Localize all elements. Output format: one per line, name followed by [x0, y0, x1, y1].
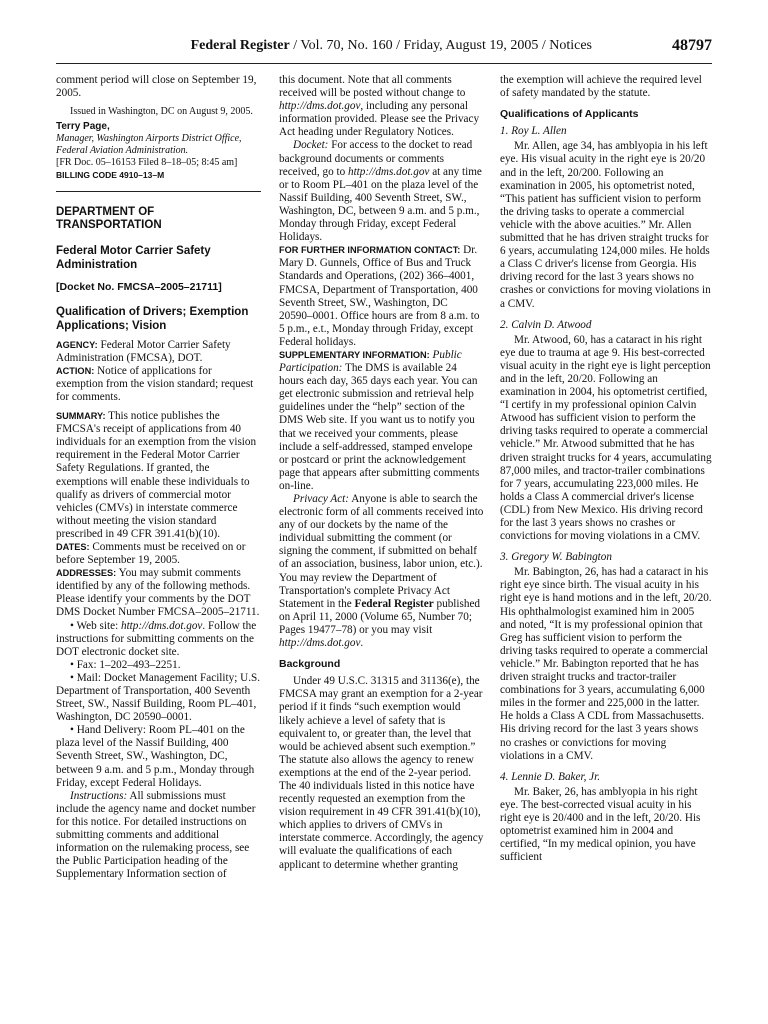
- posting-link[interactable]: http://dms.dot.gov: [279, 100, 361, 113]
- hand-delivery-item: • Hand Delivery: Room PL–401 on the plaza level of the Nassif Building, 400 Seventh Street, SW., Washington, DC, between 9 a.m. and 5 p.m., Monday through Friday, except Federal Holidays.: [56, 724, 255, 789]
- instructions-continued: [279, 74, 484, 139]
- mail-item: • Mail: Docket Management Facility; U.S. Department of Transportation, 400 Seventh Street, SW., Nassif Building, Room PL–401, Washington, DC 20590–0001.: [56, 671, 261, 724]
- notice-subject: Qualification of Drivers; Exemption Applications; Vision: [56, 305, 249, 332]
- applicant-4-name: 4. Lennie D. Baker, Jr.: [500, 770, 601, 783]
- instructions-label: Instructions:: [70, 789, 128, 802]
- qualifications-heading: Qualifications of Applicants: [500, 108, 639, 121]
- web-site-prefix: • Web site:: [70, 619, 121, 632]
- background-heading: Background: [279, 658, 341, 671]
- contact-text: Dr. Mary D. Gunnels, Office of Bus and Truck Standards and Operations, (202) 366–4001, FMCSA, Department of Transportation, 400 Seventh Street, SW., Washington, DC 20590–0001. Office hours are from 8 a.m. to 5 p.m., e.t., Monday through Friday, except Federal holidays.: [279, 244, 480, 348]
- applicant-1-text: Mr. Allen, age 34, has amblyopia in his left eye. His visual acuity in the right eye is 20/20 and in the left, 20/200. Following an examination in 2005, his optometrist noted, “This patient has sufficient vision to perform the driving tasks to operate a commercial vehicle with the above acuities.” Mr. Allen submitted that he has driven straight trucks for 6 years, accumulating 124,000 miles. He holds a Class C driver's license from Georgia. His driving record for the last 3 years shows no crashes or convictions for moving violations in a CMV.: [500, 140, 711, 310]
- column-2: [279, 74, 484, 872]
- docket-text: For access to the docket to read background documents or comments received, go to: [279, 139, 473, 178]
- addresses-label: ADDRESSES:: [56, 568, 117, 579]
- agency-heading: Federal Motor Carrier Safety Administration: [56, 245, 211, 272]
- continued-text: this document. Note that all comments received will be posted without change to: [279, 74, 466, 100]
- dates-paragraph: [56, 541, 261, 567]
- supplementary-label: SUPPLEMENTARY INFORMATION:: [279, 349, 430, 360]
- department-heading: DEPARTMENT OF TRANSPORTATION: [56, 206, 162, 232]
- applicant-1-name: 1. Roy L. Allen: [500, 125, 567, 138]
- docket-paragraph: [279, 139, 484, 244]
- privacy-act-label: Privacy Act:: [293, 493, 350, 505]
- running-header: [191, 38, 592, 54]
- summary-label: SUMMARY:: [56, 411, 106, 422]
- instructions-paragraph: [56, 790, 261, 882]
- agency-paragraph: [56, 339, 261, 365]
- column-3: [500, 74, 712, 864]
- docket-label: Docket:: [293, 139, 329, 152]
- summary-paragraph: [56, 410, 261, 541]
- supplementary-paragraph: [279, 349, 484, 493]
- public-participation-text: The DMS is available 24 hours each day, 365 days each year. You can get electronic submission and retrieval help guidelines under the “help” section of the DMS Web site. If you want us to notify you that we received your comments, please include a self-addressed, stamped envelope or postcard or print the acknowledgement page that appears after submitting comments on-line.: [279, 362, 480, 492]
- applicant-3-name: 3. Gregory W. Babington: [500, 551, 612, 564]
- federal-register-ref: Federal Register: [354, 597, 434, 610]
- contact-label: FOR FURTHER INFORMATION CONTACT:: [279, 245, 461, 256]
- continued-text-end: , including any personal information provided. Please see the Privacy Act heading under Regulatory Notices.: [279, 100, 480, 139]
- dates-label: DATES:: [56, 541, 90, 552]
- instructions-text: All submissions must include the agency name and docket number for this notice. For detailed instructions on submitting comments and additional information on the rulemaking process, see the Public Participation heading of the Supplementary Information section of: [56, 789, 256, 881]
- agency-label: AGENCY:: [56, 339, 98, 350]
- prev-notice-end: comment period will close on September 19, 2005.: [56, 74, 257, 100]
- docket-number: [Docket No. FMCSA–2005–21711]: [56, 281, 222, 294]
- applicant-3-text: Mr. Babington, 26, has had a cataract in his right eye since birth. The visual acuity in his right eye is hand motions and in the left, 20/20. His ophthalmologist examined him in 2005 and noted, “It is my professional opinion that Greg has sufficient vision to perform the driving tasks required to operate a commercial vehicle.” Mr. Babington reported that he has driven straight trucks and tractor-trailer combinations for 3 years, accumulating 6,000 miles in the former and 225,000 in the latter. He holds a Class A CDL from Massachusetts. His driving record for the last 3 years shows no crashes or convictions for moving violations in a CMV.: [500, 566, 712, 762]
- privacy-act-text-mid: published on April 11, 2000 (Volume 65, Number 70; Pages 19477–78) or you may visit: [279, 597, 481, 636]
- issue-details: / Vol. 70, No. 160 / Friday, August 19, 2005 / Notices: [289, 38, 592, 53]
- privacy-act-text: Anyone is able to search the electronic form of all comments received into any of our dockets by the name of the individual submitting the comment (or signing the comment, if submitted on behalf of an association, business, labor union, etc.). You may review the Department of Transportation's complete Privacy Act Statement in the: [279, 493, 484, 610]
- web-site-text: . Follow the instructions for submitting comments on the DOT electronic docket site.: [56, 619, 257, 658]
- page-number: 48797: [672, 37, 712, 54]
- applicant-4-text: Mr. Baker, 26, has amblyopia in his right eye. The best-corrected visual acuity in his right eye is 20/400 and in the left, 20/20. His optometrist examined him in 2004 and certified, “In my medical opinion, you have sufficient: [500, 785, 701, 864]
- agency-text: Federal Motor Carrier Safety Administration (FMCSA), DOT.: [56, 338, 231, 364]
- privacy-act-paragraph: [279, 493, 484, 650]
- summary-text: This notice publishes the FMCSA's receipt of applications from 40 individuals for an exemption from the vision requirement in the Federal Motor Carrier Safety Regulations. If granted, the exemptions will enable these individuals to qualify as drivers of commercial motor vehicles (CMVs) in interstate commerce without meeting the vision standard prescribed in 49 CFR 391.41(b)(10).: [56, 410, 257, 540]
- privacy-act-text-end: .: [360, 637, 364, 650]
- fr-doc-line: [FR Doc. 05–16153 Filed 8–18–05; 8:45 am]: [56, 157, 238, 169]
- page-header: [56, 38, 712, 60]
- fax-item: • Fax: 1–202–493–2251.: [70, 658, 181, 671]
- action-paragraph: [56, 365, 261, 404]
- docket-text-end: at any time or to Room PL–401 on the plaza level of the Nassif Building, 400 Seventh Street, SW., Washington, DC, between 9 a.m. and 5 p.m., Monday through Friday, except Federal Holidays.: [279, 165, 482, 244]
- docket-link[interactable]: http://dms.dot.gov: [120, 619, 203, 632]
- privacy-link[interactable]: http://dms.dot.gov: [279, 637, 361, 650]
- public-participation-label: Public Participation:: [279, 348, 462, 375]
- web-site-item: [56, 620, 261, 659]
- signer-title: Manager, Washington Airports District Office, Federal Aviation Administration.: [56, 133, 242, 157]
- action-label: ACTION:: [56, 365, 95, 376]
- contact-paragraph: [279, 244, 484, 349]
- header-rule: [56, 63, 712, 64]
- docket-access-link[interactable]: http://dms.dot.gov: [347, 165, 430, 178]
- issued-line: Issued in Washington, DC on August 9, 2005.: [70, 106, 253, 118]
- applicant-2-text: Mr. Atwood, 60, has a cataract in his right eye due to trauma at age 9. His best-corrected visual acuity in the right eye is light perception and in the left, 20/20. Following an examination in 2004, his optometrist certified, “I certify in my professional opinion Calvin Atwood has sufficient vision to perform the driving tasks required to operate a commercial vehicle.” Mr. Atwood submitted that he has driven straight trucks for 4 years, accumulating 87,000 miles, and tractor-trailer combinations for 7 years, accumulating 223,000 miles. He holds a Class A commercial driver's license (CDL) from New Mexico. His driving record for the last 3 years shows no crashes or convictions for moving violations in a CMV.: [500, 333, 712, 543]
- addresses-paragraph: [56, 567, 261, 619]
- billing-code: BILLING CODE 4910–13–M: [56, 170, 165, 181]
- addresses-text: You may submit comments identified by any of the following methods. Please identify your comments by the DOT DMS Docket Number FMCSA–2005–21711.: [56, 567, 260, 619]
- dates-text: Comments must be received on or before September 19, 2005.: [56, 540, 246, 567]
- background-paragraph: Under 49 U.S.C. 31315 and 31136(e), the FMCSA may grant an exemption for a 2-year period if it finds “such exemption would likely achieve a level of safety that is equivalent to, or greater than, the level that would be achieved absent such exemption.” The statute also allows the agency to renew exemptions at the end of the 2-year period. The 40 individuals listed in this notice have recently requested an exemption from the vision requirement in 49 CFR 391.41(b)(10), which applies to drivers of CMVs in interstate commerce. Accordingly, the agency will evaluate the qualifications of each applicant to determine whether granting: [279, 675, 484, 871]
- applicant-2-name: 2. Calvin D. Atwood: [500, 318, 592, 331]
- background-continued: the exemption will achieve the required level of safety mandated by the statute.: [500, 74, 702, 100]
- signer-name: Terry Page,: [56, 121, 110, 133]
- column-1: [56, 74, 261, 881]
- publication-name: Federal Register: [190, 38, 290, 53]
- action-text: Notice of applications for exemption from the vision standard; request for comments.: [56, 364, 254, 403]
- section-divider: [56, 191, 261, 192]
